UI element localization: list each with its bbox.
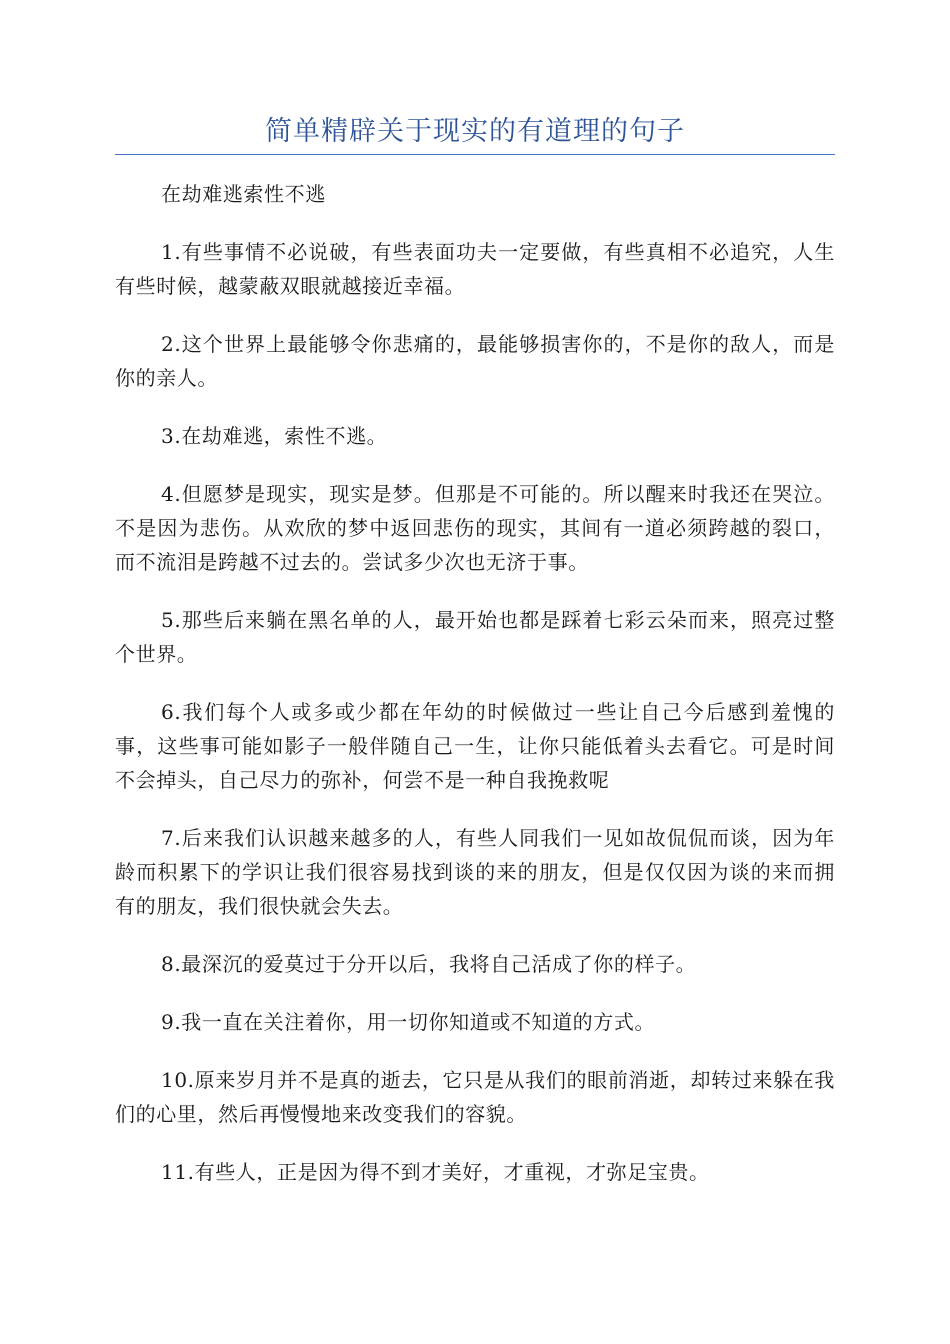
paragraph-6: 6.我们每个人或多或少都在年幼的时候做过一些让自己今后感到羞愧的事，这些事可能如影子一般伴随自己一生，让你只能低着头去看它。可是时间不会掉头，自己尽力的弥补，何尝不是一种自我挽救呢	[115, 700, 835, 792]
paragraph-3: 3.在劫难逃，索性不逃。	[161, 424, 388, 448]
paragraph-1: 1.有些事情不必说破，有些表面功夫一定要做，有些真相不必追究，人生有些时候，越蒙蔽双眼就越接近幸福。	[115, 240, 835, 298]
paragraph-4: 4.但愿梦是现实，现实是梦。但那是不可能的。所以醒来时我还在哭泣。不是因为悲伤。从欢欣的梦中返回悲伤的现实，其间有一道必须跨越的裂口，而不流泪是跨越不过去的。尝试多少次也无济于事。	[115, 482, 835, 574]
paragraph-2: 2.这个世界上最能够令你悲痛的，最能够损害你的，不是你的敌人，而是你的亲人。	[115, 332, 835, 390]
paragraph-intro: 在劫难逃索性不逃	[161, 182, 326, 206]
paragraph-8: 8.最深沉的爱莫过于分开以后，我将自己活成了你的样子。	[161, 952, 697, 976]
paragraph-5: 5.那些后来躺在黑名单的人，最开始也都是踩着七彩云朵而来，照亮过整个世界。	[115, 608, 835, 666]
page-title: 简单精辟关于现实的有道理的句子	[265, 116, 685, 147]
title-underline	[115, 154, 835, 155]
paragraph-10: 10.原来岁月并不是真的逝去，它只是从我们的眼前消逝，却转过来躲在我们的心里，然后再慢慢地来改变我们的容貌。	[115, 1068, 835, 1126]
document-body	[115, 177, 835, 1213]
paragraph-9: 9.我一直在关注着你，用一切你知道或不知道的方式。	[161, 1010, 656, 1034]
paragraph-11: 11.有些人，正是因为得不到才美好，才重视，才弥足宝贵。	[161, 1160, 710, 1184]
paragraph-7: 7.后来我们认识越来越多的人，有些人同我们一见如故侃侃而谈，因为年龄而积累下的学识让我们很容易找到谈的来的朋友，但是仅仅因为谈的来而拥有的朋友，我们很快就会失去。	[115, 826, 835, 918]
